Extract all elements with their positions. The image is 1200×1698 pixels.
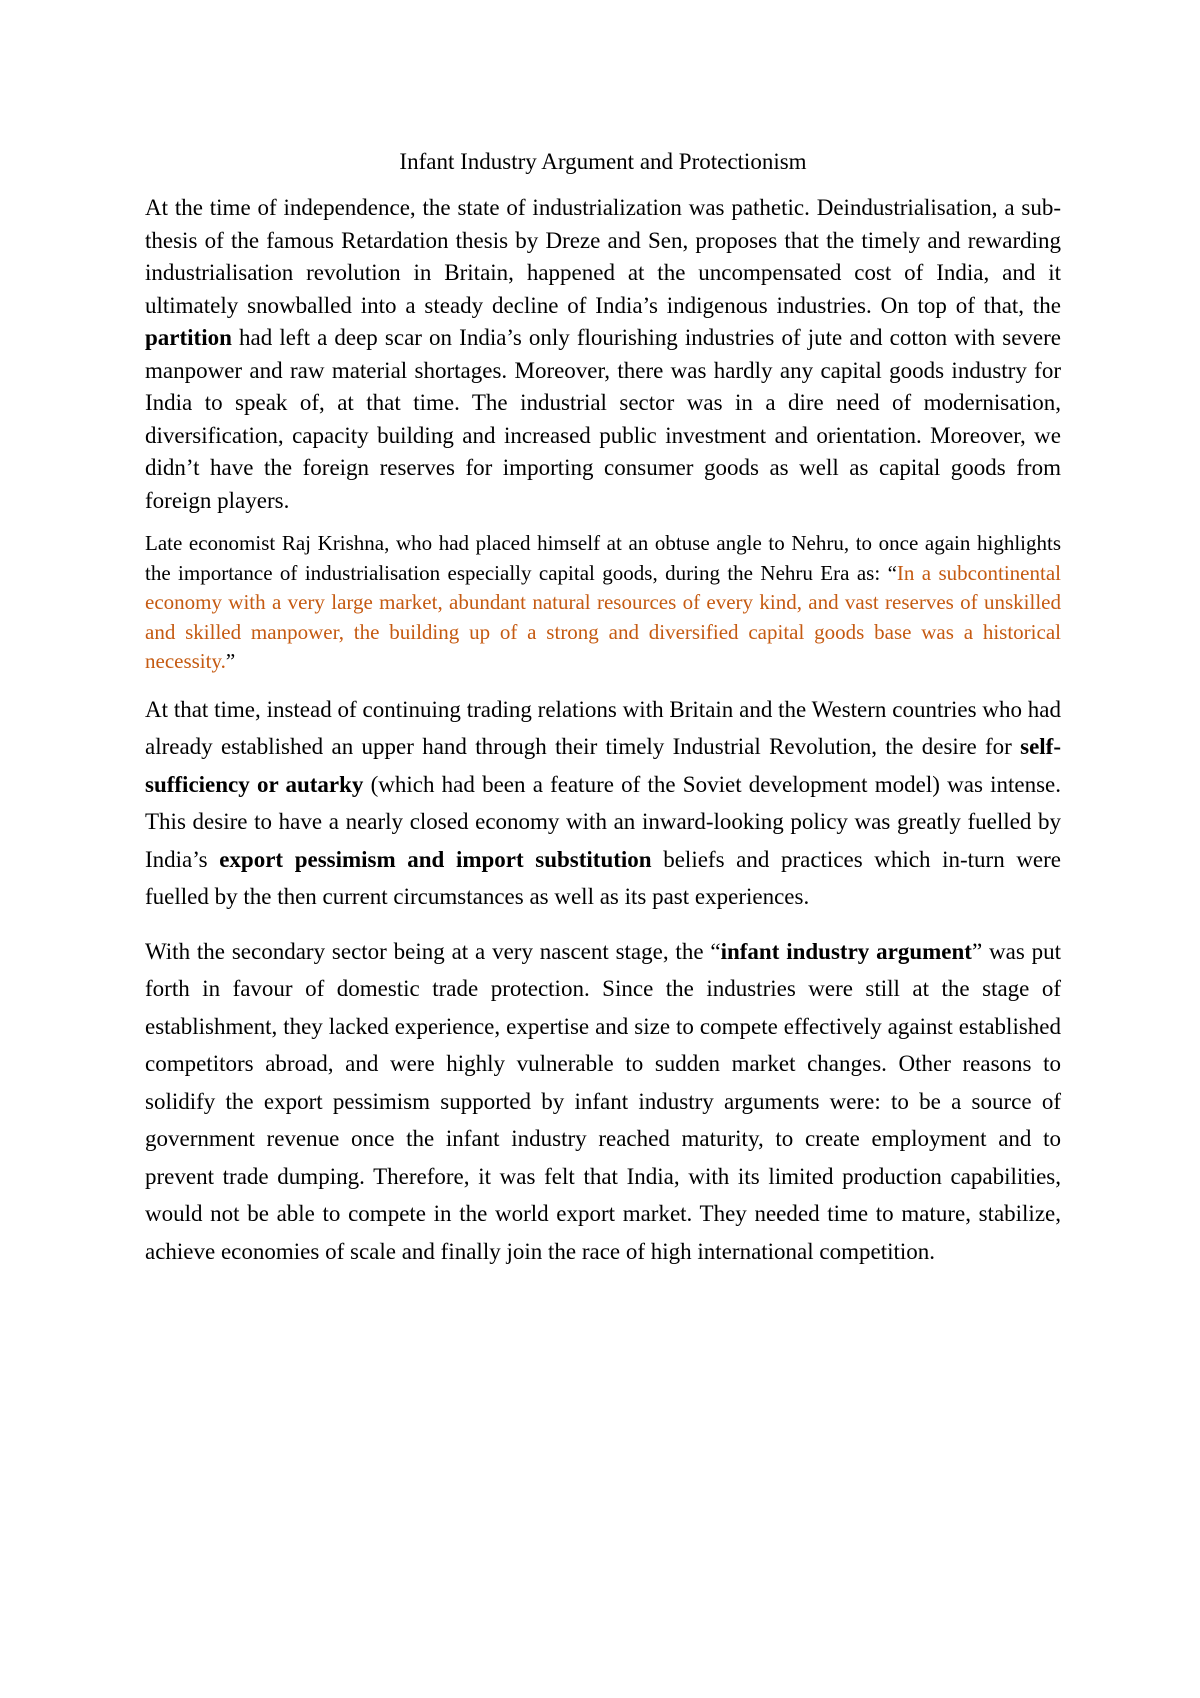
bold-term-export-pessimism: export pessimism and import substitution <box>219 846 652 872</box>
bold-term-self-sufficiency: self-sufficiency or autarky <box>145 734 1061 797</box>
paragraph-text: At the time of independence, the state of industrialization was pathetic. Deindustrialisation, a sub-thesis of the famous Retardation thesis by Dreze and Sen, proposes that the timely and rewarding industrialisation revolution in Britain, happened at the uncompensated cost of India, and it ultimately snowballed into a steady decline of India’s indigenous industries. On top of that, the <box>145 195 1061 318</box>
paragraph-autarky <box>145 691 1061 916</box>
paragraph-text: At that time, instead of continuing trading relations with Britain and the Western countries who had already established an upper hand through their timely Industrial Revolution, the desire for <box>145 696 1061 759</box>
paragraph-text: Late economist Raj Krishna, who had placed himself at an obtuse angle to Nehru, to once again highlights the importance of industrialisation especially capital goods, during the Nehru Era as: “ <box>145 531 1061 585</box>
paragraph-text: had left a deep scar on India’s only flourishing industries of jute and cotton with severe manpower and raw material shortages. Moreover, there was hardly any capital goods industry for India to speak of, at that time. The industrial sector was in a dire need of modernisation, diversification, capacity building and increased public investment and orientation. Moreover, we didn’t have the foreign reserves for importing consumer goods as well as capital goods from foreign players. <box>145 325 1061 513</box>
paragraph-text: beliefs and practices which in-turn were fuelled by the then current circumstances as well as its past experiences. <box>145 846 1062 909</box>
paragraph-infant-industry-argument <box>145 933 1061 1271</box>
paragraph-text: ” was put forth in favour of domestic trade protection. Since the industries were still at the stage of establishment, they lacked experience, expertise and size to compete effectively against established competitors abroad, and were highly vulnerable to sudden market changes. Other reasons to solidify the export pessimism supported by infant industry arguments were: to be a source of government revenue once the infant industry reached maturity, to create employment and to prevent trade dumping. Therefore, it was felt that India, with its limited production capabilities, would not be able to compete in the world export market. They needed time to mature, stabilize, achieve economies of scale and finally join the race of high international competition. <box>145 938 1061 1264</box>
paragraph-independence-industrialization <box>145 192 1061 517</box>
paragraph-text: With the secondary sector being at a very nascent stage, the “ <box>145 938 721 964</box>
paragraph-text: ” <box>225 649 236 673</box>
document-body <box>145 146 1061 1270</box>
highlighted-quote: In a subcontinental economy with a very large market, abundant natural resources of every kind, and vast reserves of unskilled and skilled manpower, the building up of a strong and diversified capital goods base was a historical necessity. <box>145 560 1061 673</box>
bold-term-infant-industry: infant industry argument <box>720 938 972 964</box>
document-title: Infant Industry Argument and Protectionism <box>399 149 807 174</box>
paragraph-text: (which had been a feature of the Soviet development model) was intense. This desire to have a nearly closed economy with an inward-looking policy was greatly fuelled by India’s <box>145 771 1061 872</box>
paragraph-raj-krishna-quote <box>145 529 1061 677</box>
bold-term-partition: partition <box>145 325 232 350</box>
